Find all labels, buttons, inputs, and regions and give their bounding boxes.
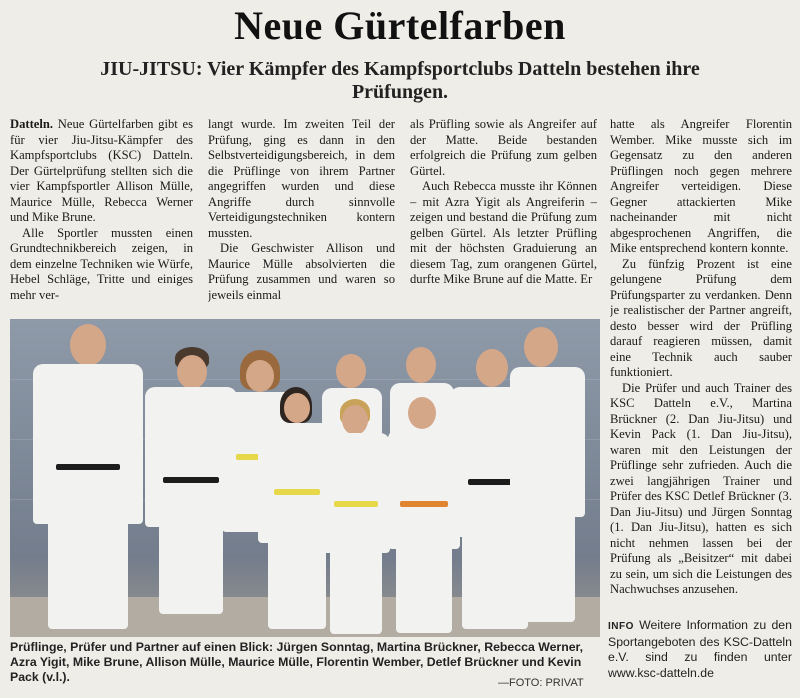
paragraph-7: hatte als Angreifer Florentin Wember. Mike musste sich im Gegensatz zu den anderen Prüflingen noch gegen mehrere Angreifer verteidigen. Diese Gegner attackierten Mike nacheinander mit nicht abgesprochenen Angriffen, die Mike entsprechend kontern konnte. <box>610 117 792 255</box>
group-photo <box>10 319 600 637</box>
dateline: Datteln. <box>10 117 54 131</box>
paragraph-5: als Prüfling sowie als Angreifer auf der Matte. Beide bestanden erfolgreich die Prüfung zum gelben Gürtel. <box>410 117 597 178</box>
paragraph-6: Auch Rebecca musste ihr Können – mit Azra Yigit als Angreiferin – zeigen und bestand die Prüfung zum gelben Gürtel. Als letzter Prüfling mit der höchsten Graduierung an diesem Tag, zum orangenen Gürtel, durfte Mike Brune auf die Matte. Er <box>410 179 597 286</box>
info-box <box>608 618 792 681</box>
paragraph-1: Neue Gürtelfarben gibt es für vier Jiu-Jitsu-Kämpfer des Kampfsportclubs (KSC) Datteln. Der Gürtelprüfung stellten sich die vier Kampfsportler Allison Mülle, Maurice Mülle, Rebecca Werner und Mike Brune. <box>10 117 193 224</box>
paragraph-3: langt wurde. Im zweiten Teil der Prüfung, ging es dann in den Selbstverteidigungsbereich, in dem die Prüflinge von ihrem Partner angegriffen wurden und diese Angriffe durch sinnvolle Verteidigungstechniken kontern mussten. <box>208 117 395 240</box>
text-column-4 <box>610 117 792 615</box>
paragraph-8: Zu fünfzig Prozent ist eine gelungene Prüfung dem Prüfungsparter zu verdanken. Denn je realistischer der Partner angreift, desto besser wird der Prüfling darauf reagieren müssen, damit eine Technik auch sauber funktioniert. <box>610 256 792 379</box>
paragraph-4: Die Geschwister Allison und Maurice Mülle absolvierten die Prüfung zusammen und waren so jeweils einmal <box>208 241 395 302</box>
text-column-1 <box>10 117 193 315</box>
photo-caption: Prüflinge, Prüfer und Partner auf einen Blick: Jürgen Sonntag, Martina Brückner, Rebecca Werner, Azra Yigit, Mike Brune, Allison Mülle, Maurice Mülle, Florentin Wember, Detlef Brückner und Kevin Pack (v.l.). <box>10 640 584 684</box>
photo-credit: —FOTO: PRIVAT <box>498 677 584 689</box>
paragraph-9: Die Prüfer und auch Trainer des KSC Datteln e.V., Martina Brückner (2. Dan Jiu-Jitsu) und Kevin Pack (1. Dan Jiu-Jitsu), waren mit den Leistungen der Prüflinge sehr zufrieden. Auch die zwei langjährigen Trainer und Prüfer des KSC Detlef Brückner (3. Dan Jiu-Jitsu) und Jürgen Sonntag (1. Dan Jiu-Jitsu), hatten es sich nicht nehmen lassen bei der Prüfung als „Beisitzer“ mit dabei zu sein, um sich die Leistungen des Nachwuchses anzusehen. <box>610 380 792 596</box>
article-headline: Neue Gürtelfarben <box>234 3 566 48</box>
info-tag: INFO <box>608 621 634 632</box>
text-column-2 <box>208 117 395 315</box>
paragraph-2: Alle Sportler mussten einen Grundtechnikbereich zeigen, in dem einzelne Techniken wie Würfe, Hebel Schläge, Tritte und einiges mehr ver- <box>10 225 193 302</box>
info-text: Weitere Information zu den Sportangeboten des KSC-Datteln e.V. sind zu finden unter www.ksc-datteln.de <box>608 618 792 680</box>
article-subheadline: JIU-JITSU: Vier Kämpfer des Kampfsportclubs Datteln bestehen ihre Prüfungen. <box>100 58 700 103</box>
text-column-3 <box>410 117 597 315</box>
